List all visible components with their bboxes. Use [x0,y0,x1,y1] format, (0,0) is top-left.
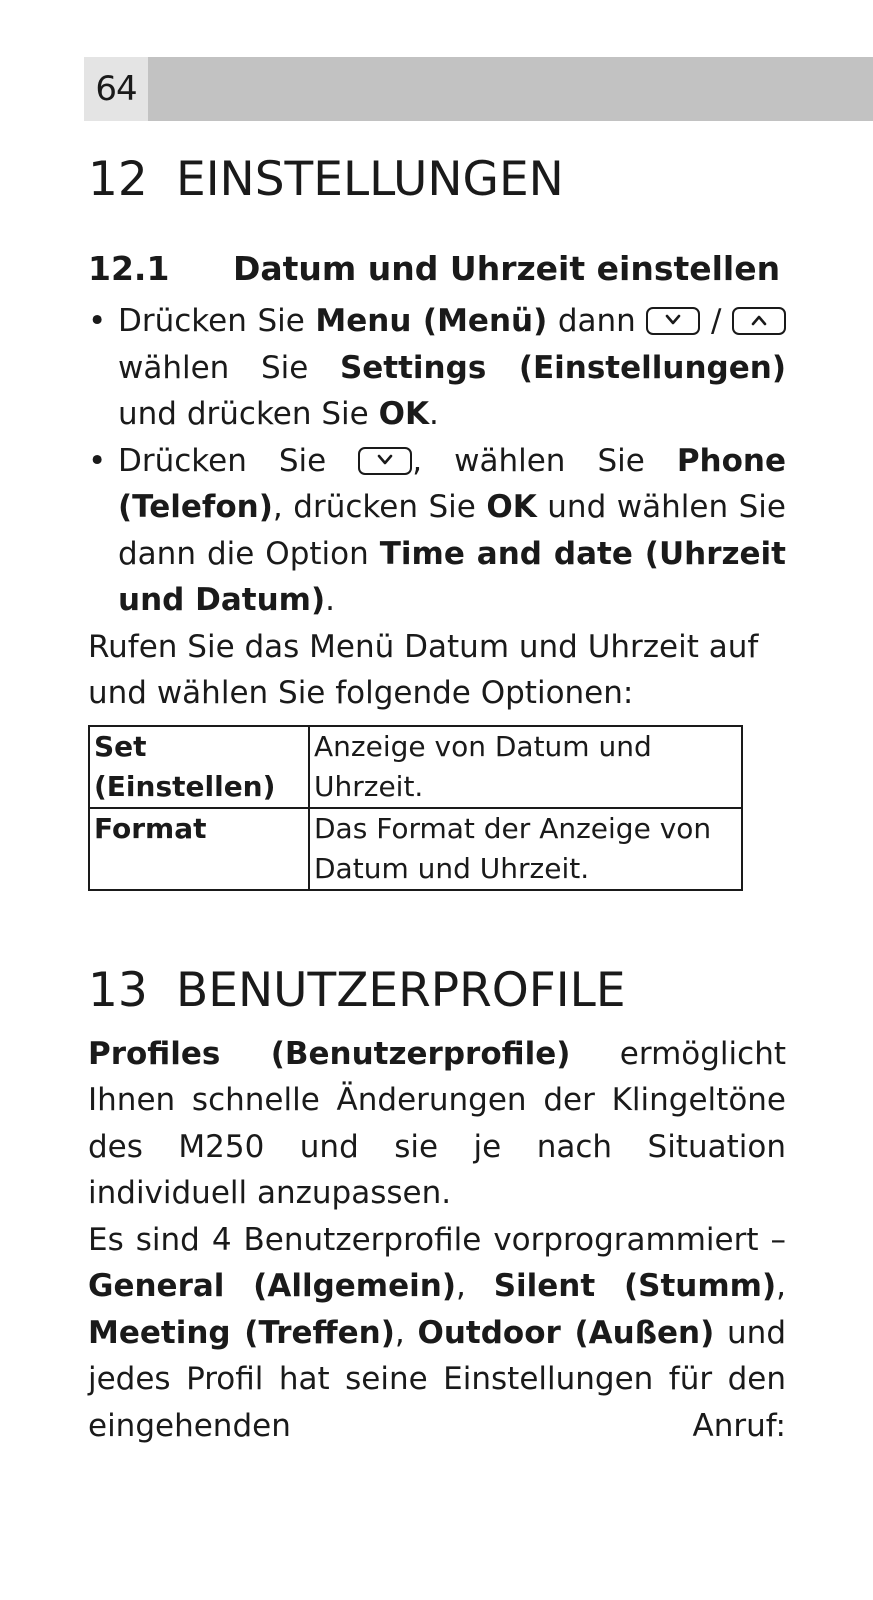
table-cell-key: Format [89,808,309,890]
text: . [325,582,335,618]
general-label: General (Allgemein) [88,1268,456,1304]
subsection-number: 12.1 [88,249,170,288]
settings-label: Settings (Einstellungen) [339,349,786,386]
subsection-12-1-heading [88,244,786,294]
text: . [428,396,439,432]
profiles-list-paragraph [88,1217,786,1450]
section-number: 12 [88,152,148,207]
section-12-heading [88,148,786,212]
ok-label: OK [486,489,537,525]
table-cell-value: Anzeige von Datum und Uhrzeit. [309,726,742,808]
bullet: • [88,303,107,339]
phone-label: Phone (Telefon) [118,442,786,525]
bullet: • [88,442,107,479]
text: , wählen Sie [412,442,677,479]
time-date-label: Time and date (Uhrzeit und Datum) [118,535,786,618]
menu-description: Rufen Sie das Menü Datum und Uhrzeit auf und wählen Sie folgende Optionen: [88,628,759,711]
list-item [88,438,786,624]
text: Drücken Sie [118,303,316,339]
section-13-heading [88,959,786,1023]
table-row [89,808,742,890]
instruction-list [88,298,786,624]
list-item [88,298,786,438]
text: , [456,1268,494,1304]
text: und drücken Sie [118,396,379,432]
text: und jedes Profil hat seine Einstellungen für den eingehenden Anruf: [88,1314,786,1444]
profiles-paragraph [88,1031,786,1217]
options-table [88,725,743,891]
ok-label: OK [378,396,429,432]
text: , drücken Sie [272,489,487,525]
text: dann [547,303,647,339]
section-number: 13 [88,962,148,1018]
text: ermöglicht Ihnen schnelle Änderungen der Klingeltöne des M250 und sie je nach Situation individuell anzupassen. [88,1035,786,1211]
subsection-title: Datum und Uhrzeit einstellen [233,249,781,288]
text: Drücken Sie [118,442,359,479]
chevron-down-key-icon [358,447,412,475]
chevron-up-key-icon [732,307,786,335]
meeting-label: Meeting (Treffen) [88,1314,395,1351]
page-content [88,148,786,1449]
table-cell-value: Das Format der Anzeige von Datum und Uhrzeit. [309,808,742,890]
page-number: 64 [84,57,148,121]
table-row [89,726,742,808]
section-title: BENUTZERPROFILE [176,962,626,1018]
text: , [394,1314,418,1351]
text: wählen Sie [118,349,340,386]
silent-label: Silent (Stumm) [493,1268,777,1304]
chevron-down-key-icon [646,307,700,335]
page-header-bar [84,57,873,121]
text: und wählen Sie dann die Option [118,489,786,572]
text: / [700,303,732,339]
text: , [776,1268,786,1304]
text: Es sind 4 Benutzerprofile vorprogrammiert – [88,1221,786,1258]
menu-label: Menu (Menü) [315,303,548,339]
section-title: EINSTELLUNGEN [176,152,564,207]
profiles-label: Profiles (Benutzerprofile) [88,1035,571,1072]
outdoor-label: Outdoor (Außen) [417,1314,715,1351]
table-cell-key: Set (Einstellen) [89,726,309,808]
